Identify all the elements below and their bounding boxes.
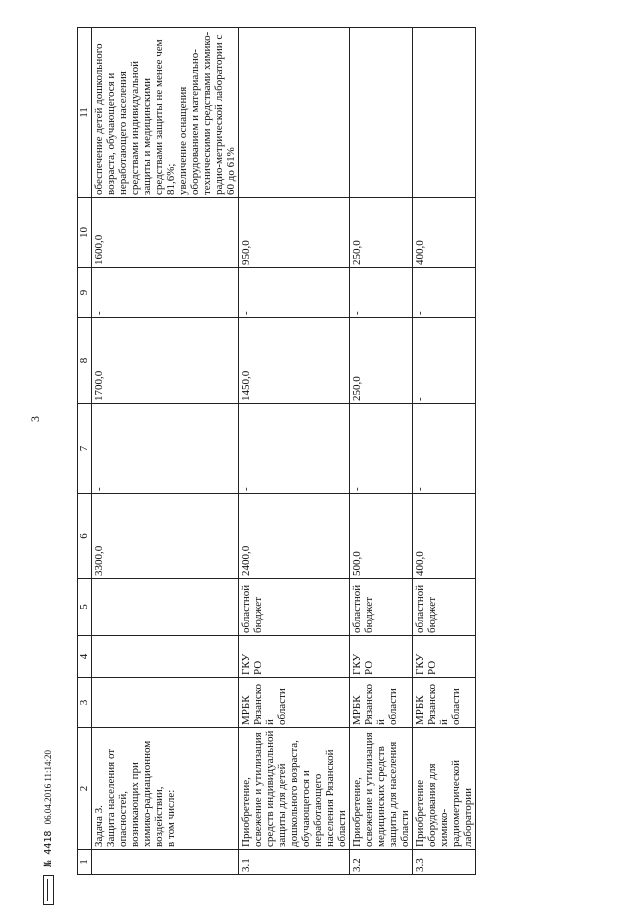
amount-cell: - [239,404,350,494]
measure-title: Приобретение, освежение и утилизация медицинских средств защиты для населения области [350,728,413,850]
expected-results [413,28,476,198]
expected-results: обеспечение детей дошкольного возраста, обучающегося и неработающего населения средствами индивидуальной защиты и медицинскими средствами защиты не менее чем 81,6%; увеличение оснащения оборудованием и материально-техническими средствами химико-радио-метрической лаборатории с 60 до 61% [92,28,239,198]
amount-cell: - [413,404,476,494]
task-title: Задача 3. Защита населения от опасностей, возникающих при химико-радиационном воздействии, в том числе: [92,728,239,850]
cell [92,678,239,728]
executor: МРБК Рязанской области [239,678,350,728]
expected-results [239,28,350,198]
table-row [239,28,350,875]
amount-cell: - [413,318,476,404]
row-number: 3.3 [413,850,476,875]
header-cell: 5 [78,579,92,636]
header-cell: 3 [78,678,92,728]
document-footer [42,750,55,905]
amount-cell: 1600,0 [92,198,239,268]
header-cell: 9 [78,268,92,318]
header-cell: 1 [78,850,92,875]
amount-cell: - [350,404,413,494]
amount-cell: 250,0 [350,318,413,404]
table-row [92,28,239,875]
page-number: 3 [28,416,42,422]
header-row [78,28,92,875]
amount-total: 500,0 [350,494,413,579]
amount-cell: - [350,268,413,318]
amount-cell: 400,0 [413,198,476,268]
funding-source: областной бюджет [350,579,413,636]
table-row [350,28,413,875]
header-cell: 10 [78,198,92,268]
header-cell: 7 [78,404,92,494]
header-cell: 11 [78,28,92,198]
organization: ГКУ РО [239,636,350,678]
cell [92,636,239,678]
measure-title: Приобретение оборудования для химико-радиометрической лаборатории [413,728,476,850]
amount-total: 400,0 [413,494,476,579]
amount-cell: 250,0 [350,198,413,268]
amount-total: 3300,0 [92,494,239,579]
measure-title: Приобретение, освежение и утилизация средств индивидуальной защиты для детей дошкольного возраста, обучающегося и неработающего населения Рязанской области [239,728,350,850]
header-cell: 6 [78,494,92,579]
organization: ГКУ РО [413,636,476,678]
document-number: № 4418 [43,830,54,867]
amount-cell: 950,0 [239,198,350,268]
organization: ГКУ РО [350,636,413,678]
row-number [92,850,239,875]
header-cell: 4 [78,636,92,678]
amount-cell: - [92,404,239,494]
cell [92,579,239,636]
amount-cell: 1700,0 [92,318,239,404]
funding-source: областной бюджет [413,579,476,636]
header-cell: 8 [78,318,92,404]
funding-source: областной бюджет [239,579,350,636]
executor: МРБК Рязанской области [350,678,413,728]
table-row [413,28,476,875]
amount-cell: - [239,268,350,318]
row-number: 3.1 [239,850,350,875]
header-cell: 2 [78,728,92,850]
registry-stamp-icon [43,875,54,905]
row-number: 3.2 [350,850,413,875]
amount-cell: - [92,268,239,318]
expected-results [350,28,413,198]
program-table [77,27,476,875]
amount-cell: 1450,0 [239,318,350,404]
timestamp: 06.04.2016 11:14:20 [43,749,53,825]
amount-total: 2400,0 [239,494,350,579]
executor: МРБК Рязанской области [413,678,476,728]
rotated-table-wrapper [77,28,611,875]
amount-cell: - [413,268,476,318]
